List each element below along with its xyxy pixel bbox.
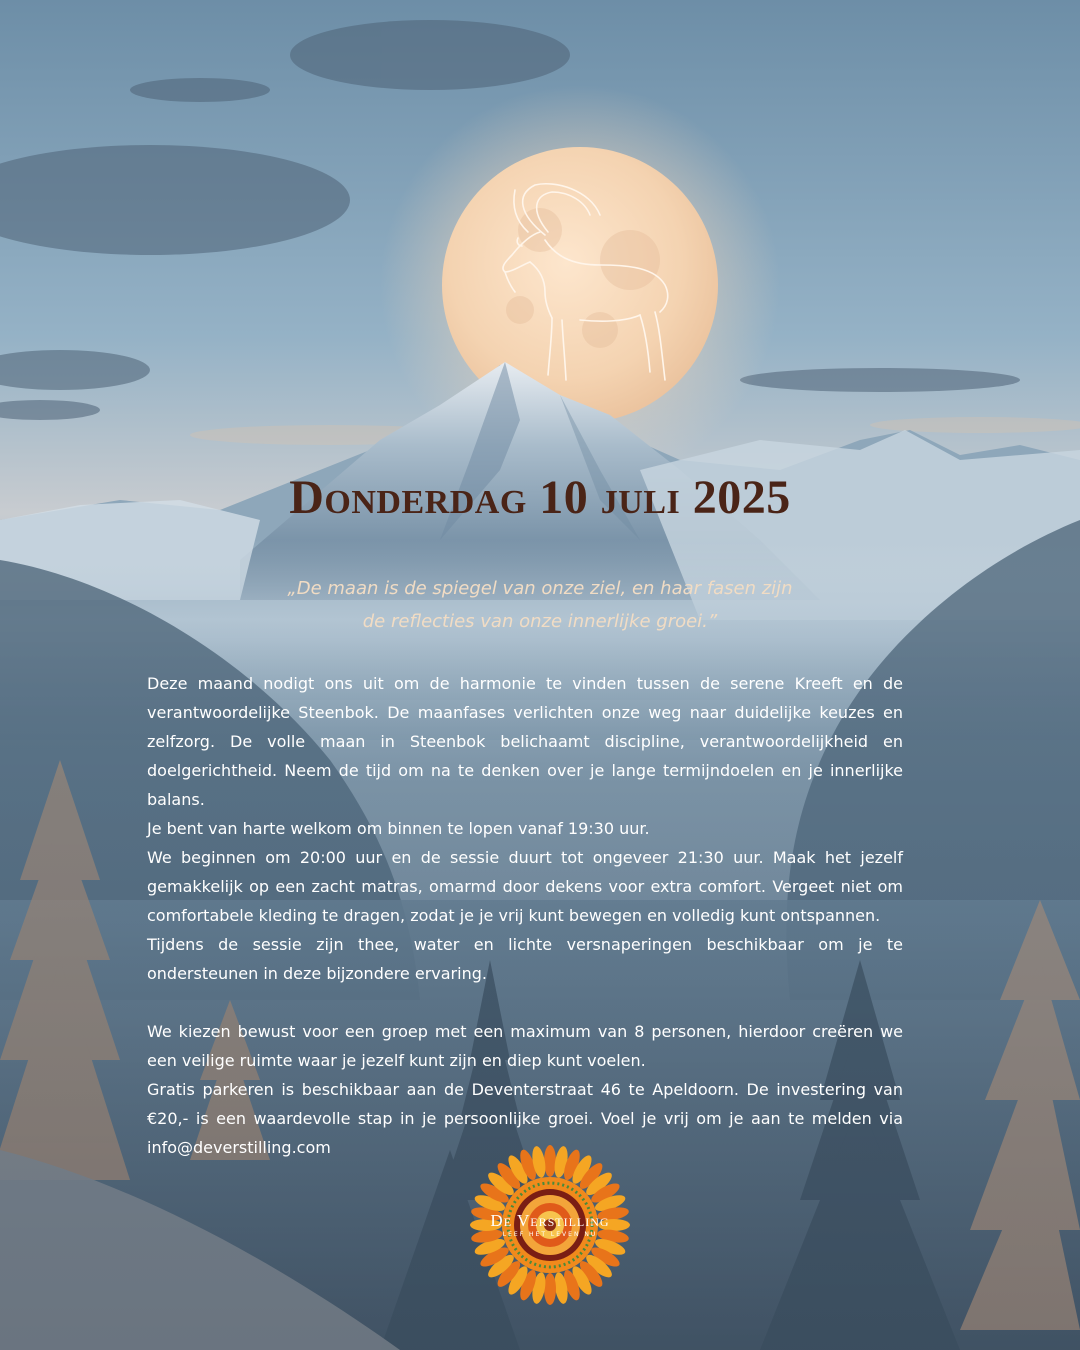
logo-name: De Verstilling [490,1211,610,1230]
paragraph-intro: Deze maand nodigt ons uit om de harmonie te vinden tussen de serene Kreeft en de verantwoordelijke Steenbok. De maanfases verlichten onze weg naar duidelijke keuzes en zelfzorg. De volle maan in Steenbok belichaamt discipline, verantwoordelijkheid en doelgerichtheid. Neem de tijd om na te denken over je lange termijndoelen en je innerlijke balans. [147,674,903,809]
logo-petal [544,1273,556,1305]
quote-line-2: de reflecties van onze innerlijke groei.” [362,611,718,632]
paragraph-spacer [147,988,903,1017]
logo-tagline: LEEF HET LEVEN NU [502,1231,598,1238]
paragraph-refreshments: Tijdens de sessie zijn thee, water en lichte versnaperingen beschikbaar om je te ondersteunen in deze bijzondere ervaring. [147,935,903,983]
paragraph-parking-price: Gratis parkeren is beschikbaar aan de Deventerstraat 46 te Apeldoorn. De investering van €20,- is een waardevolle stap in je persoonlijke groei. Voel je vrij om je aan te melden via info@deverstilling.com [147,1080,903,1157]
page-title: Donderdag 10 juli 2025 [289,471,791,524]
quote-line-1: „De maan is de spiegel van onze ziel, en haar fasen zijn [287,578,793,599]
paragraph-session: We beginnen om 20:00 uur en de sessie duurt tot ongeveer 21:30 uur. Maak het jezelf gemakkelijk op een zacht matras, omarmd door dekens voor extra comfort. Vergeet niet om comfortabele kleding te dragen, zodat je je vrij kunt bewegen en volledig kunt ontspannen. [147,848,903,925]
paragraph-group-size: We kiezen bewust voor een groep met een maximum van 8 personen, hierdoor creëren we een veilige ruimte waar je jezelf kunt zijn en diep kunt voelen. [147,1022,903,1070]
event-description [147,669,903,1162]
de-verstilling-logo [465,1143,635,1308]
moon-quote [240,572,840,638]
paragraph-arrival: Je bent van harte welkom om binnen te lopen vanaf 19:30 uur. [147,819,650,838]
logo-petal [544,1145,556,1177]
